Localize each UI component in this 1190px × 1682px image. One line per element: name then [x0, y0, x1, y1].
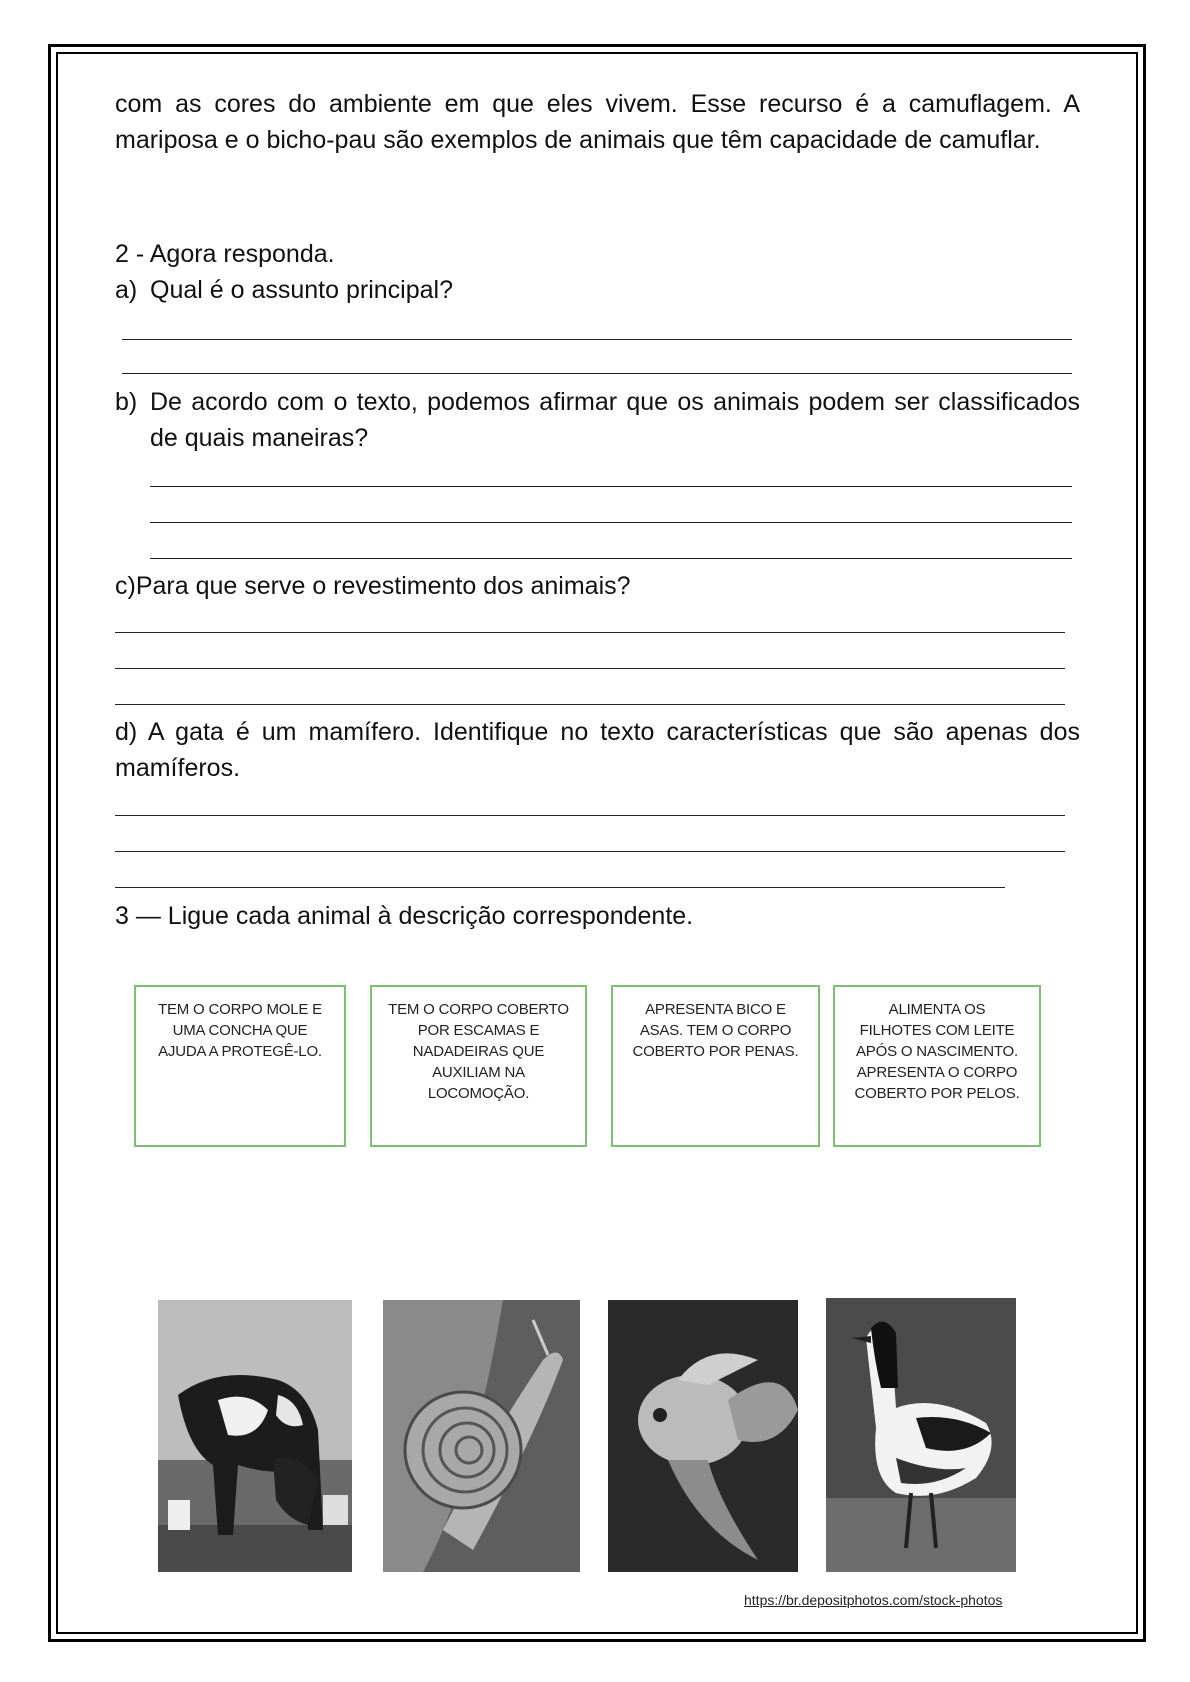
description-card-snail[interactable]	[134, 985, 346, 1147]
answer-line[interactable]	[115, 704, 1065, 705]
fish-photo[interactable]	[608, 1300, 798, 1572]
card-line: AUXILIAM NA	[432, 1064, 525, 1081]
answer-line[interactable]	[122, 373, 1072, 374]
answer-line[interactable]	[115, 851, 1065, 852]
description-card-cow[interactable]	[833, 985, 1041, 1147]
card-line: COBERTO POR PENAS.	[632, 1043, 799, 1060]
card-line: LOCOMOÇÃO.	[427, 1085, 530, 1102]
duck-photo[interactable]	[826, 1298, 1016, 1572]
question-c-text: c)Para que serve o revestimento dos animais?	[115, 572, 631, 600]
description-card-fish[interactable]	[370, 985, 587, 1147]
question-b-text: De acordo com o texto, podemos afirmar que os animais podem ser classificados de quais maneiras?	[150, 388, 1080, 452]
question-b-marker: b)	[115, 388, 138, 416]
card-line: NADADEIRAS QUE	[412, 1043, 545, 1060]
card-line: UMA CONCHA QUE	[172, 1022, 308, 1039]
card-line: TEM O CORPO COBERTO	[388, 1001, 569, 1018]
image-source-link[interactable]: https://br.depositphotos.com/stock-photos	[744, 1592, 1003, 1608]
question-a-marker: a)	[115, 276, 138, 304]
card-line: ALIMENTA OS	[888, 1001, 986, 1018]
card-line: APÓS O NASCIMENTO.	[856, 1043, 1018, 1060]
question-a-text: Qual é o assunto principal?	[150, 276, 453, 304]
question-2-heading: 2 - Agora responda.	[115, 240, 335, 268]
answer-line[interactable]	[115, 815, 1065, 816]
card-line: FILHOTES COM LEITE	[859, 1022, 1015, 1039]
answer-line[interactable]	[150, 558, 1072, 559]
answer-line[interactable]	[115, 632, 1065, 633]
card-line: COBERTO POR PELOS.	[854, 1085, 1020, 1102]
snail-photo[interactable]	[383, 1300, 580, 1572]
card-line: AJUDA A PROTEGÊ-LO.	[158, 1043, 322, 1060]
card-line: APRESENTA O CORPO	[856, 1064, 1018, 1081]
question-3-heading: 3 — Ligue cada animal à descrição correspondente.	[115, 902, 694, 930]
answer-line[interactable]	[150, 486, 1072, 487]
card-line: POR ESCAMAS E	[417, 1022, 540, 1039]
answer-line[interactable]	[115, 668, 1065, 669]
card-line: APRESENTA BICO E	[645, 1001, 786, 1018]
description-card-duck[interactable]	[611, 985, 820, 1147]
card-line: ASAS. TEM O CORPO	[639, 1022, 792, 1039]
answer-line[interactable]	[115, 887, 1005, 888]
cow-photo[interactable]	[158, 1300, 352, 1572]
intro-paragraph: com as cores do ambiente em que eles vivem. Esse recurso é a camuflagem. A mariposa e o bicho-pau são exemplos de animais que têm capacidade de camuflar.	[115, 90, 1080, 154]
answer-line[interactable]	[150, 522, 1072, 523]
card-line: TEM O CORPO MOLE E	[158, 1001, 322, 1018]
question-d-text: d) A gata é um mamífero. Identifique no texto características que são apenas dos mamíferos.	[115, 718, 1080, 782]
answer-line[interactable]	[122, 339, 1072, 340]
